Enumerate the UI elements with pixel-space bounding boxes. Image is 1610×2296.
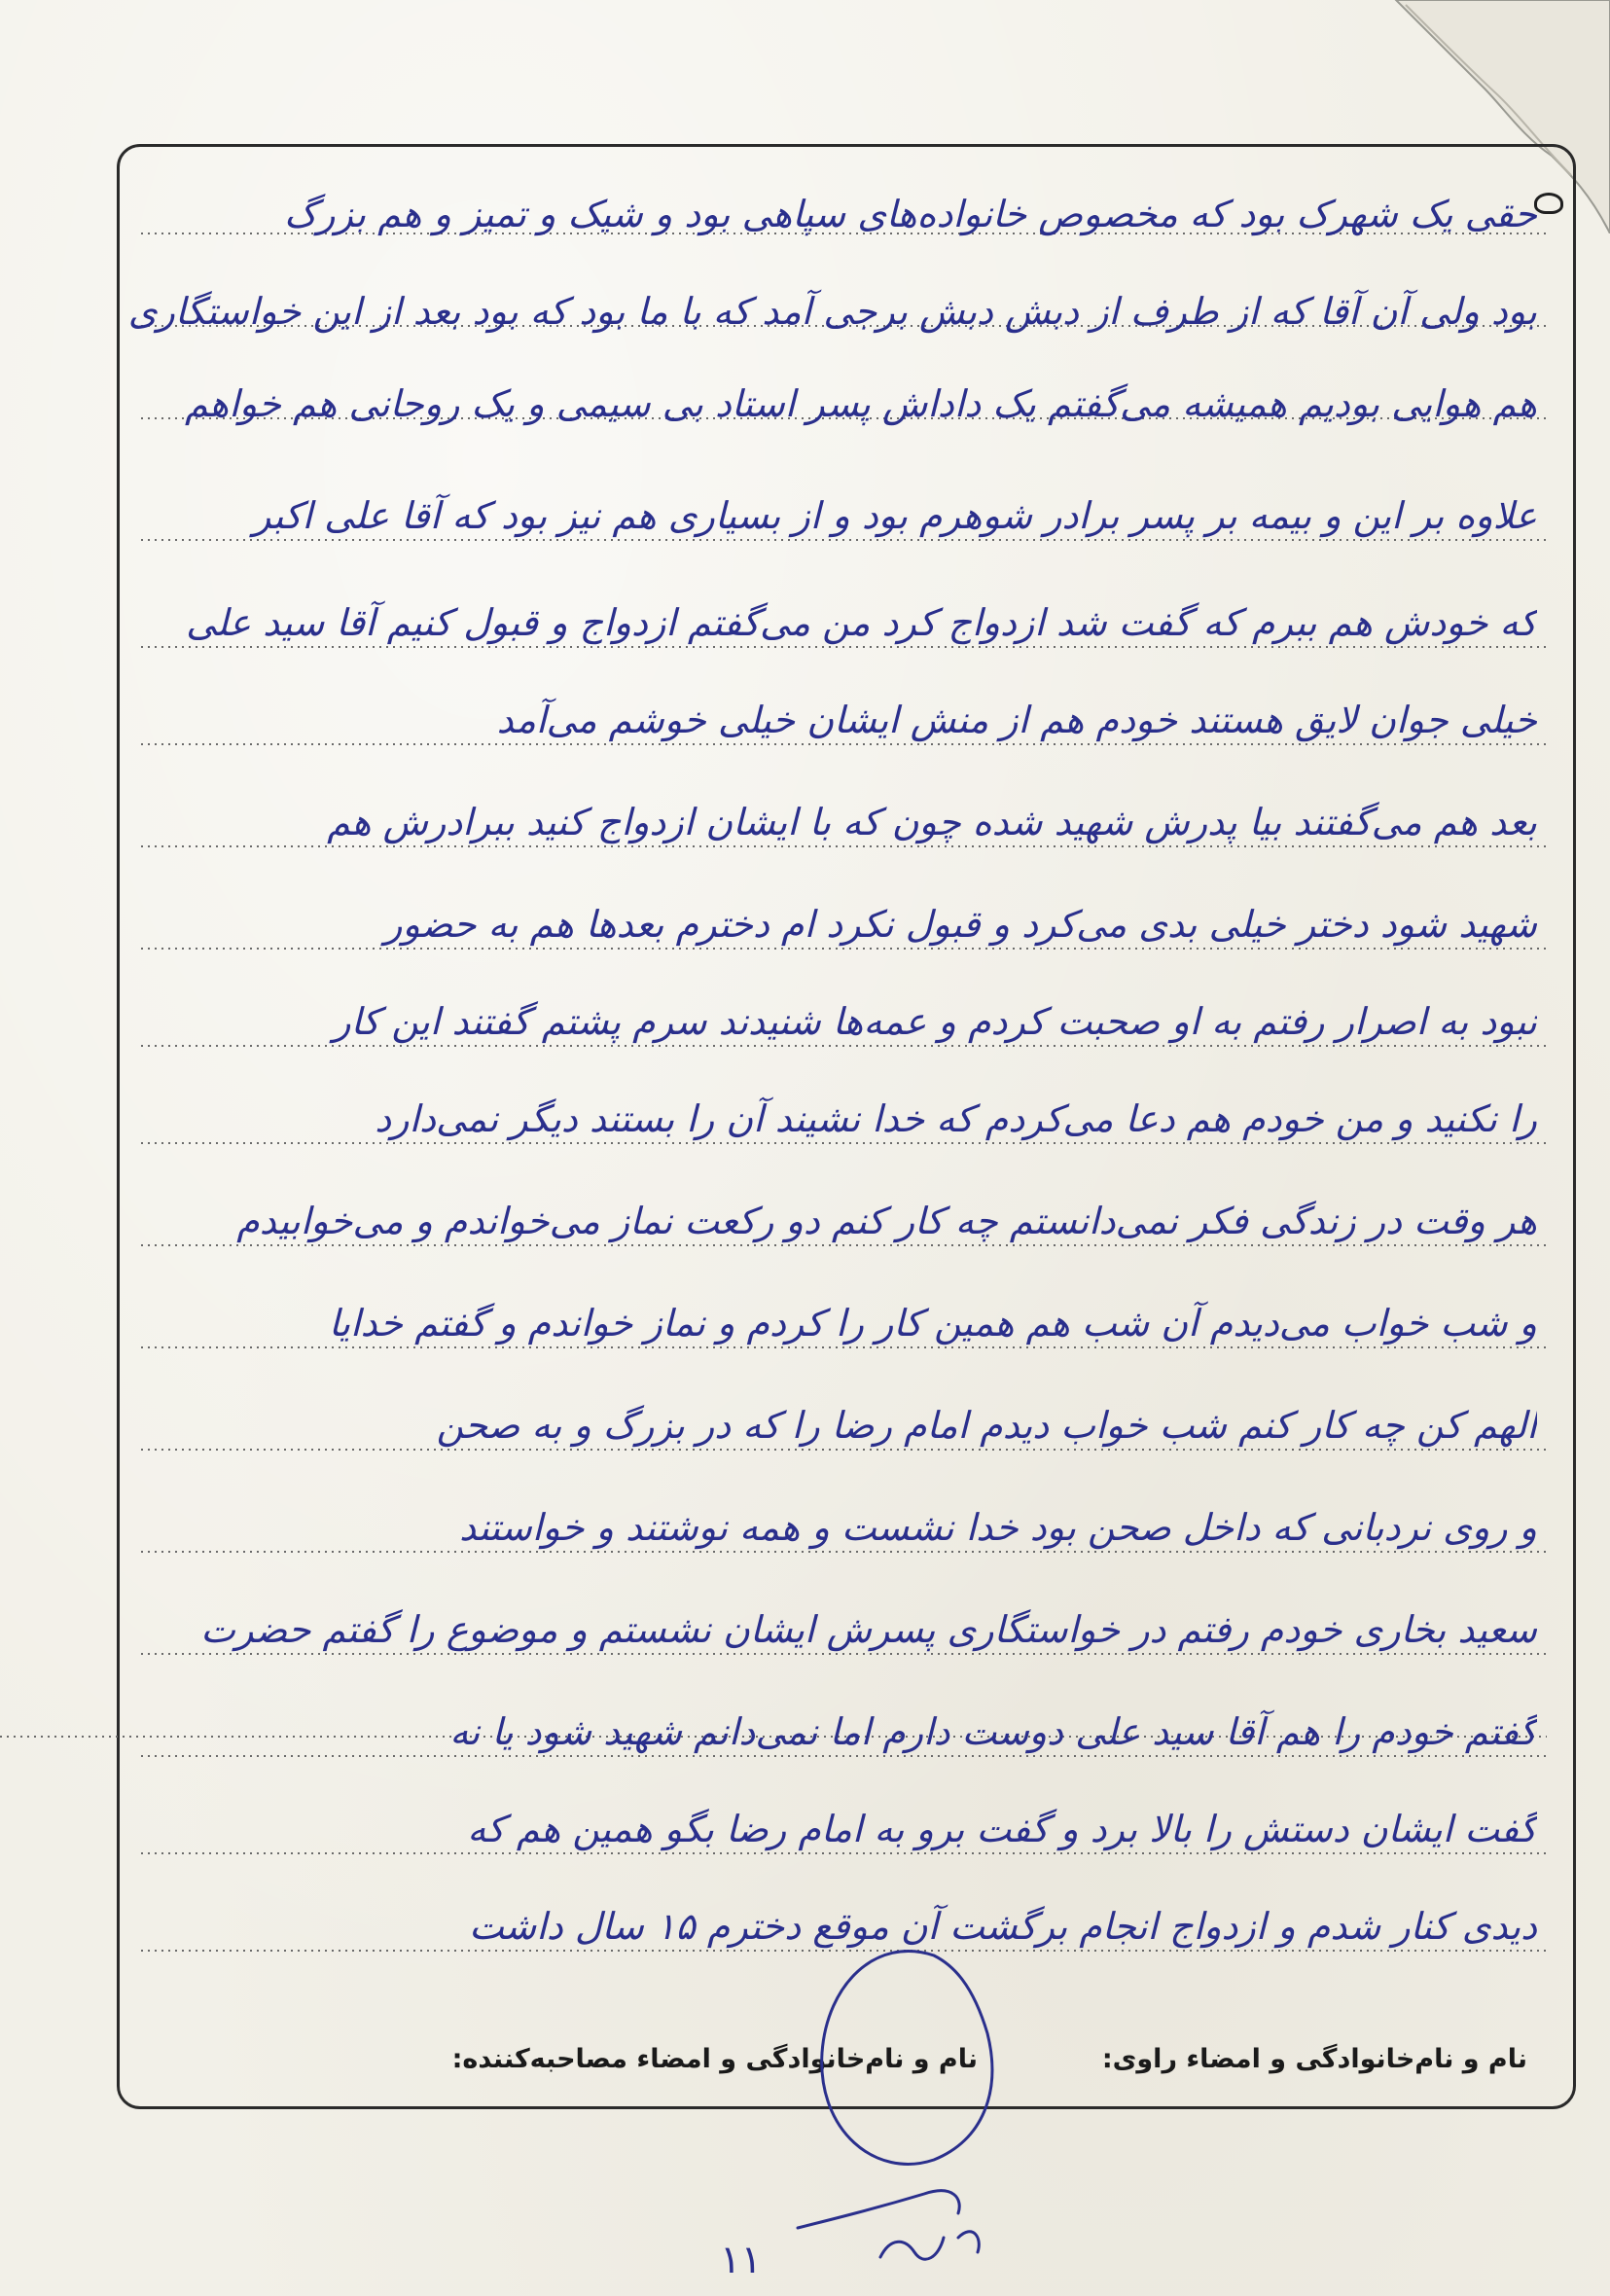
handwritten-line: گفت ایشان دستش را بالا برد و گفت برو به امام رضا بگو همین هم که [467,1808,1537,1850]
handwritten-line: سعید بخاری خودم رفتم در خواستگاری پسرش ایشان نشستم و موضوع را گفتم حضرت [200,1608,1537,1651]
handwritten-line: الهم کن چه کار کنم شب خواب دیدم امام رضا را که در بزرگ و به صحن [436,1404,1537,1447]
handwritten-line: نبود به اصرار رفتم به او صحبت کردم و عمه‌ها شنیدند سرم پشتم گفتند این کار [333,1000,1537,1043]
narrator-signature-label: نام و نام‌خانوادگی و امضاء راوی: [1101,2044,1527,2074]
handwritten-line: که خودش هم ببرم که گفت شد ازدواج کرد من می‌گفتم ازدواج و قبول کنیم آقا سید علی [186,601,1537,644]
bullet-mark [1534,193,1563,214]
handwritten-line: را نکنید و من خودم هم دعا می‌کردم که خدا نشیند آن را بستند دیگر نمی‌دارد [375,1097,1537,1140]
handwritten-line: حقی یک شهرک بود که مخصوص خانواده‌های سپاهی بود و شیک و تمیز و هم بزرگ [284,193,1537,235]
handwritten-line: و شب خواب می‌دیدم آن شب هم همین کار را کردم و نماز خواندم و گفتم خدایا [328,1302,1537,1345]
handwritten-line: دیدی کنار شدم و ازدواج انجام برگشت آن موقع دخترم ۱۵ سال داشت [469,1905,1537,1948]
handwritten-line: هم هوایی بودیم همیشه می‌گفتم یک داداش پسر استاد بی سیمی و یک روحانی هم خواهم [184,382,1537,425]
page-number: ۱۱ [720,2238,762,2282]
interviewer-signature-label: نام و نام‌خانوادگی و امضاء مصاحبه‌کننده: [451,2044,978,2074]
handwritten-line: علاوه بر این و بیمه بر پسر برادر شوهرم بود و از بسیاری هم نیز بود که آقا علی اکبر [252,494,1537,537]
handwritten-line: گفتم خودم را هم آقا سید علی دوست دارم اما نمی‌دانم شهید شود یا نه [449,1710,1537,1753]
handwritten-line: و روی نردبانی که داخل صحن بود خدا نشست و همه نوشتند و خواستند [459,1506,1537,1549]
handwritten-line: خیلی جوان لایق هستند خودم هم از منش ایشان خیلی خوشم می‌آمد [496,699,1537,741]
handwritten-line: شهید شود دختر خیلی بدی می‌کرد و قبول نکرد ام دخترم بعدها هم به حضور [384,903,1537,946]
handwritten-line: بعد هم می‌گفتند بیا پدرش شهید شده چون که با ایشان ازدواج کنید ببرادرش هم [327,801,1537,843]
handwritten-line: بود ولی آن آقا که از طرف از دبش دبش برجی آمد که با ما بود که بود بعد از این خواستگاری [127,290,1537,333]
handwritten-line: هر وقت در زندگی فکر نمی‌دانستم چه کار کنم دو رکعت نماز می‌خواندم و می‌خوابیدم [236,1200,1537,1242]
